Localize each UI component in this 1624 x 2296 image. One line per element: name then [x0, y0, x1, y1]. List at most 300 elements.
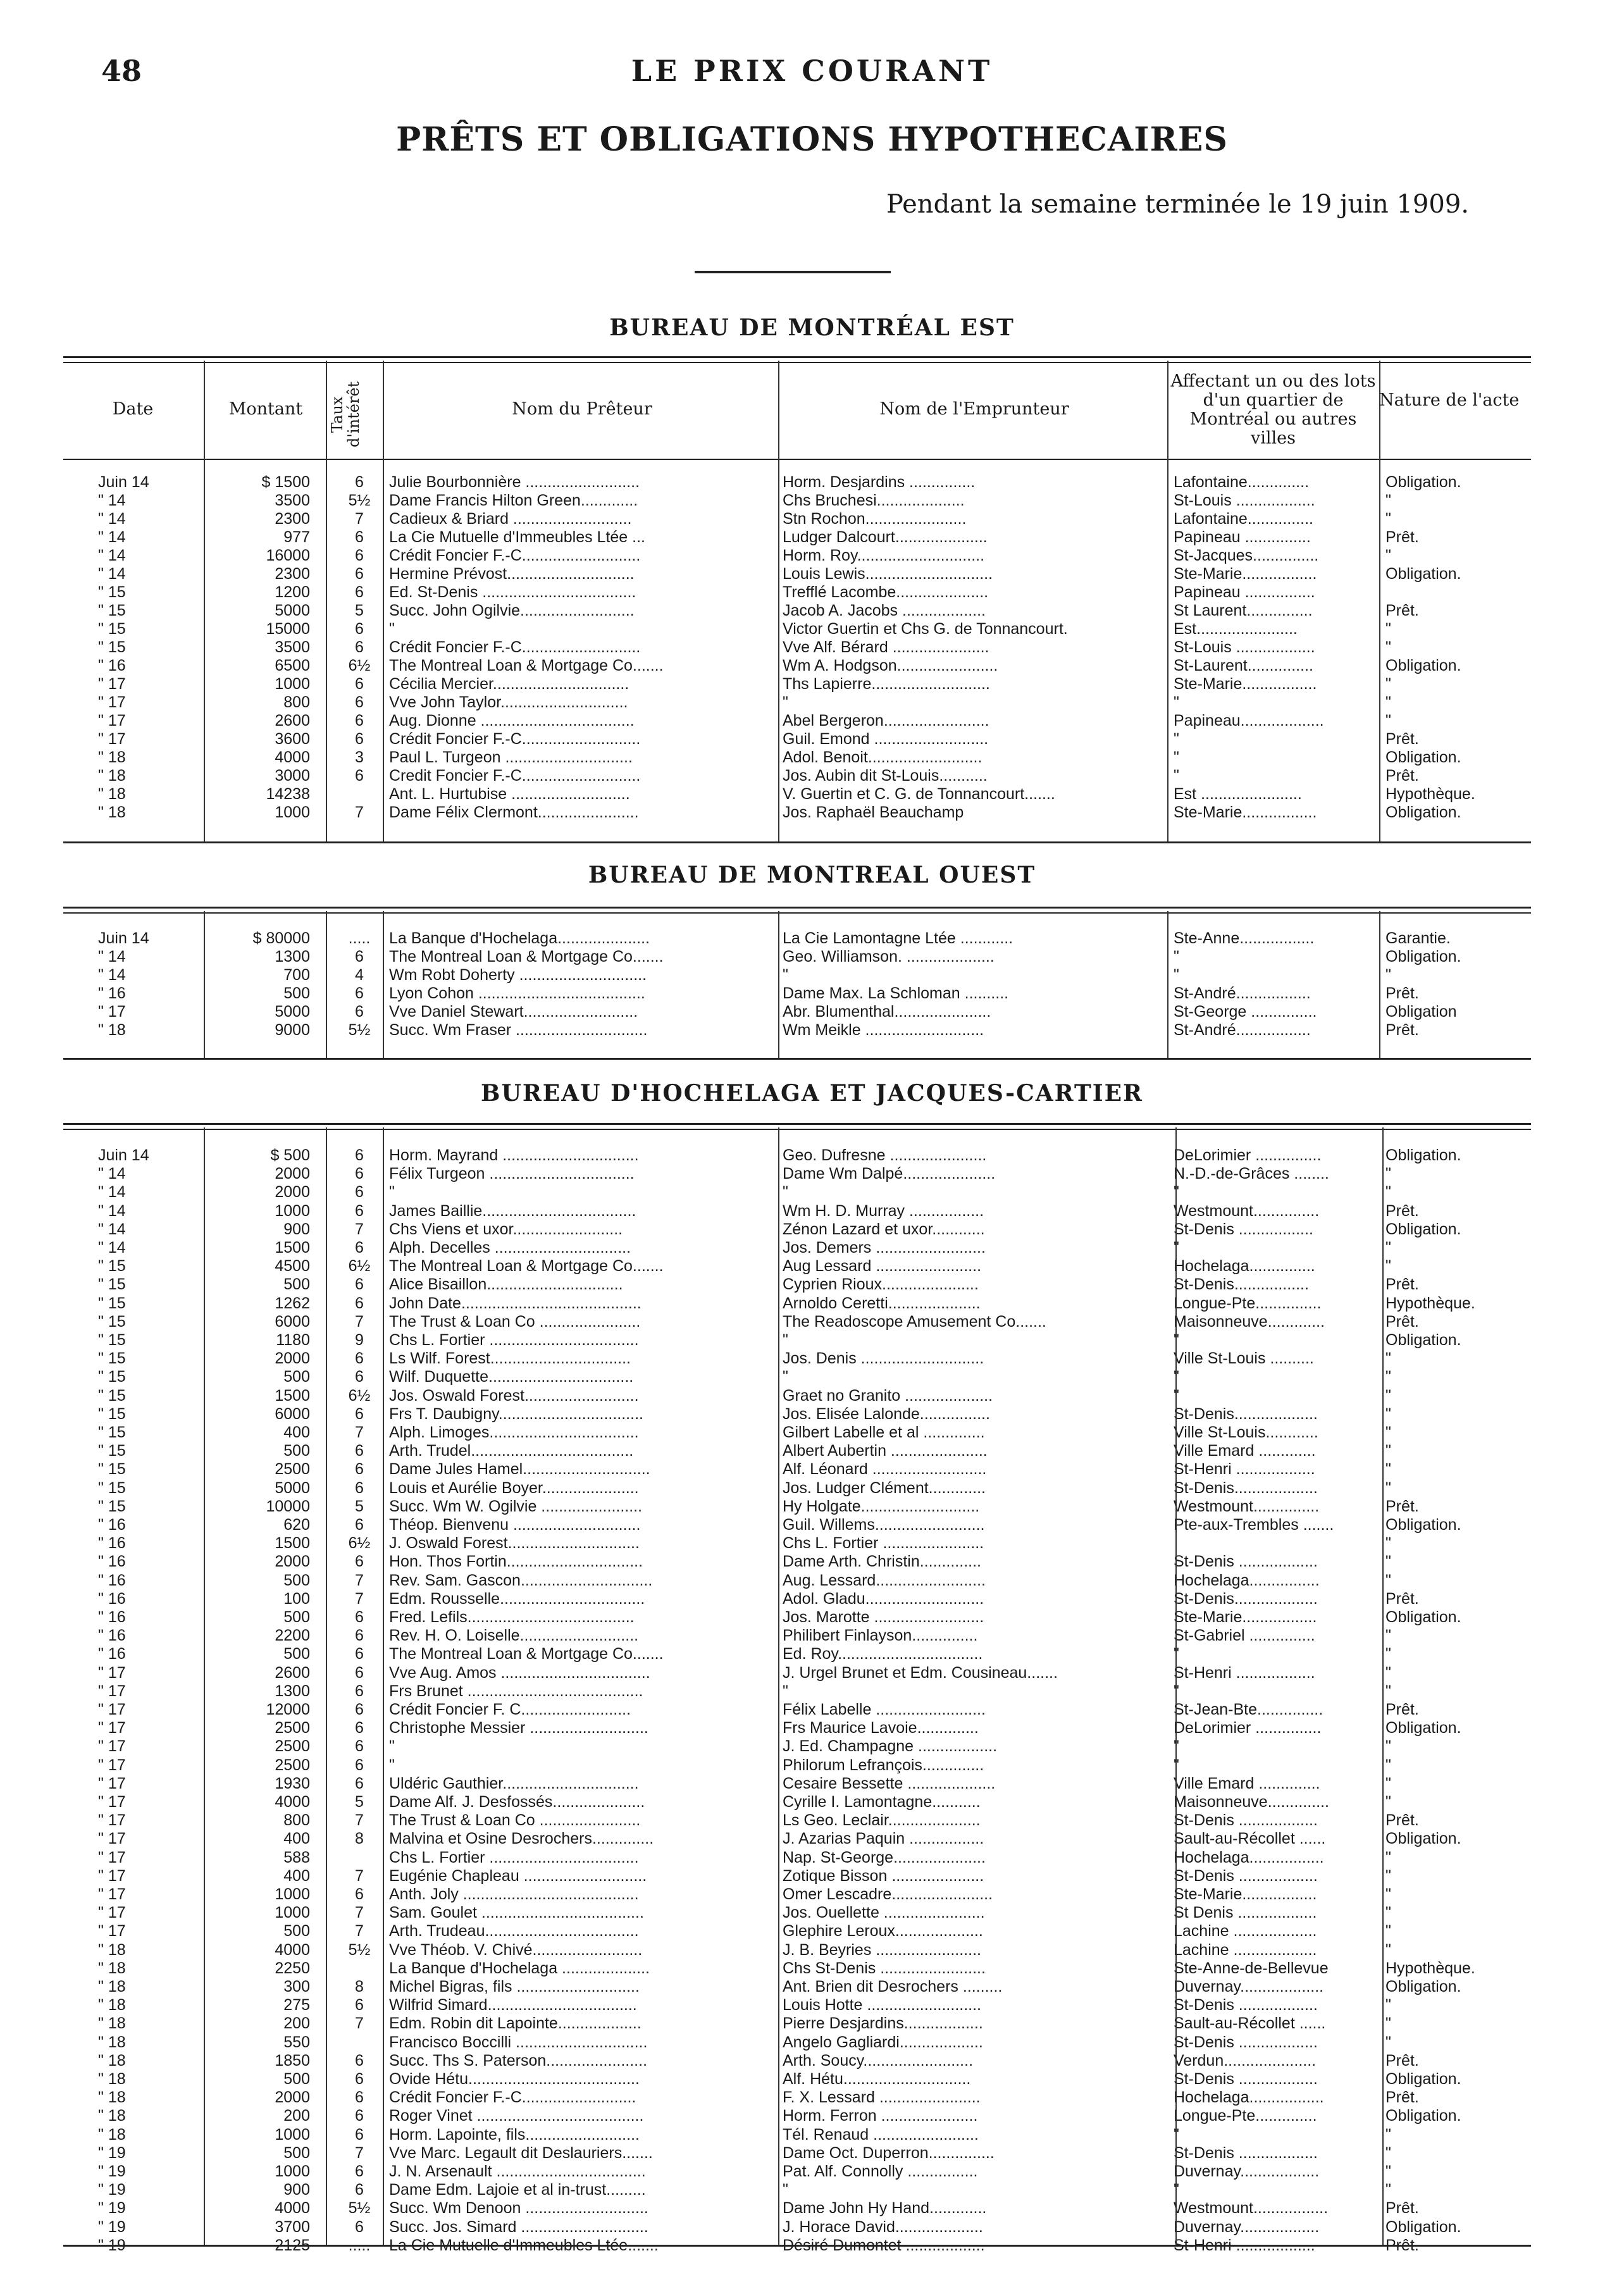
table-row: [0, 1183, 1624, 1201]
date-cell: " 16: [98, 1534, 126, 1553]
section-title-montreal-ouest: BUREAU DE MONTREAL OUEST: [588, 862, 1036, 888]
rate-cell: 6: [355, 1645, 364, 1663]
borrower-cell: Abel Bergeron........................: [783, 712, 989, 729]
amount-cell: 4000: [275, 1793, 310, 1811]
borrower-cell: Pierre Desjardins..................: [783, 2014, 983, 2033]
header-preteur: Nom du Prêteur: [512, 399, 652, 419]
quarter-cell: Westmount...............: [1174, 1201, 1320, 1220]
lender-cell: Crédit Foncier F. C.........................: [389, 1701, 631, 1718]
rate-cell: 5½: [348, 492, 371, 509]
date-cell: " 18: [98, 1940, 126, 1959]
nature-cell: ": [1385, 1386, 1391, 1405]
page-number: 48: [101, 54, 142, 88]
borrower-cell: Dame Wm Dalpé.....................: [783, 1165, 996, 1183]
amount-cell: 4000: [275, 2199, 310, 2218]
date-cell: " 17: [98, 1774, 126, 1792]
column-rule: [204, 1127, 205, 2245]
rate-cell: 6: [355, 2070, 364, 2088]
quarter-cell: St-Denis.................: [1174, 1275, 1309, 1294]
section-end-rule: [63, 841, 1531, 843]
rate-cell: 6: [355, 767, 364, 785]
borrower-cell: F. X. Lessard .......................: [783, 2088, 981, 2107]
date-cell: " 17: [98, 712, 126, 729]
nature-cell: Prêt.: [1385, 730, 1419, 748]
date-cell: " 16: [98, 1553, 126, 1571]
borrower-cell: Adol. Benoit..........................: [783, 748, 982, 766]
date-cell: " 19: [98, 2163, 126, 2180]
table-row: [0, 1959, 1624, 1978]
date-cell: " 15: [98, 1368, 126, 1386]
lender-cell: Julie Bourbonnière ..........................: [389, 473, 640, 491]
lender-cell: The Trust & Loan Co .......................: [389, 1312, 641, 1331]
table-row: [0, 1516, 1624, 1534]
lender-cell: Rev. H. O. Loiselle...........................: [389, 1627, 639, 1645]
rate-cell: 6: [355, 1553, 364, 1571]
rate-cell: 5: [355, 1497, 364, 1515]
amount-cell: 2000: [275, 1553, 310, 1571]
quarter-cell: ": [1174, 693, 1179, 711]
nature-cell: ": [1385, 1350, 1391, 1368]
lender-cell: Alice Bisaillon...............................: [389, 1275, 623, 1294]
rate-cell: 6: [355, 984, 364, 1002]
quarter-cell: St Denis ..................: [1174, 1904, 1317, 1922]
rate-cell: 7: [355, 1922, 364, 1940]
nature-cell: Obligation.: [1385, 1978, 1461, 1995]
date-cell: " 14: [98, 966, 126, 984]
rate-cell: 6½: [348, 1257, 371, 1275]
borrower-cell: Ludger Dalcourt.....................: [783, 528, 988, 546]
lender-cell: Eugénie Chapleau ............................: [389, 1866, 647, 1885]
amount-cell: 1500: [275, 1386, 310, 1405]
borrower-cell: Horm. Ferron ......................: [783, 2107, 978, 2125]
lender-cell: Théop. Bienvenu .............................: [389, 1516, 641, 1534]
table-row: [0, 1479, 1624, 1498]
quarter-cell: St-Denis...................: [1174, 1405, 1318, 1423]
quarter-cell: Lachine ...................: [1174, 1922, 1317, 1940]
column-rule: [1379, 361, 1380, 841]
borrower-cell: ": [783, 1183, 788, 1201]
table-row: [0, 1701, 1624, 1719]
quarter-cell: Ste-Marie.................: [1174, 675, 1317, 693]
quarter-cell: ": [1174, 1682, 1179, 1700]
quarter-cell: St-Henri ..................: [1174, 1663, 1315, 1682]
date-cell: " 17: [98, 1830, 126, 1848]
amount-cell: 500: [283, 2070, 310, 2088]
borrower-cell: Angelo Gagliardi...................: [783, 2033, 983, 2051]
borrower-cell: Philorum Lefrançois..............: [783, 1756, 984, 1774]
quarter-cell: St-Denis ..................: [1174, 1553, 1318, 1571]
borrower-cell: Wm Meikle ...........................: [783, 1021, 984, 1039]
lender-cell: The Trust & Loan Co .......................: [389, 1811, 641, 1830]
amount-cell: $ 80000: [252, 929, 310, 947]
borrower-cell: Horm. Desjardins ...............: [783, 473, 976, 491]
date-cell: " 14: [98, 1201, 126, 1220]
rate-cell: 6: [355, 2181, 364, 2199]
nature-cell: ": [1385, 675, 1391, 693]
borrower-cell: Jos. Marotte .........................: [783, 1608, 984, 1626]
amount-cell: 2600: [275, 1663, 310, 1682]
column-rule: [204, 361, 205, 841]
quarter-cell: ": [1174, 730, 1179, 748]
date-cell: " 15: [98, 1479, 126, 1497]
lender-cell: Frs Brunet ........................................: [389, 1682, 643, 1700]
table-row: [0, 1830, 1624, 1848]
lender-cell: Vve Aug. Amos ..................................: [389, 1663, 650, 1682]
rate-cell: 6: [355, 1885, 364, 1903]
date-cell: " 14: [98, 528, 126, 546]
lender-cell: Uldéric Gauthier...............................: [389, 1774, 639, 1792]
table-row: [0, 1719, 1624, 1737]
amount-cell: 500: [283, 1645, 310, 1663]
lender-cell: Crédit Foncier F.-C...........................: [389, 730, 641, 748]
nature-cell: ": [1385, 638, 1391, 656]
table-row: [0, 1387, 1624, 1405]
quarter-cell: Ste-Marie.................: [1174, 804, 1317, 821]
nature-cell: Hypothèque.: [1385, 1294, 1475, 1312]
lender-cell: Dame Francis Hilton Green.............: [389, 492, 638, 509]
borrower-cell: Abr. Blumenthal......................: [783, 1003, 991, 1021]
rate-cell: 5½: [348, 1021, 371, 1039]
nature-cell: Prêt.: [1385, 2088, 1419, 2107]
table-row: [0, 2126, 1624, 2144]
nature-cell: ": [1385, 1534, 1391, 1553]
rate-cell: 6: [355, 1627, 364, 1645]
quarter-cell: Papineau ................: [1174, 583, 1315, 601]
column-rule: [383, 1127, 384, 2245]
lender-cell: La Banque d'Hochelaga.....................: [389, 929, 650, 947]
amount-cell: 2600: [275, 712, 310, 729]
date-cell: " 17: [98, 1922, 126, 1940]
nature-cell: Obligation.: [1385, 1516, 1461, 1534]
lender-cell: Alph. Limoges..................................: [389, 1424, 639, 1441]
rate-cell: 6: [355, 638, 364, 656]
nature-cell: Obligation.: [1385, 1608, 1461, 1626]
nature-cell: ": [1385, 1405, 1391, 1423]
date-cell: " 18: [98, 2125, 126, 2144]
borrower-cell: Arth. Soucy.........................: [783, 2051, 974, 2070]
column-rule: [1382, 1127, 1384, 2245]
rate-cell: 6: [355, 2163, 364, 2180]
lender-cell: Félix Turgeon .................................: [389, 1165, 635, 1183]
lender-cell: Cadieux & Briard ...........................: [389, 510, 632, 528]
borrower-cell: Dame John Hy Hand.............: [783, 2199, 987, 2218]
date-cell: " 18: [98, 2088, 126, 2107]
amount-cell: 400: [283, 1424, 310, 1441]
nature-cell: ": [1385, 1645, 1391, 1663]
date-cell: " 15: [98, 1275, 126, 1294]
table-row: [0, 1627, 1624, 1645]
table-row: [0, 2144, 1624, 2163]
date-cell: " 18: [98, 2107, 126, 2125]
header-nature: Nature de l'acte: [1379, 390, 1520, 410]
quarter-cell: ": [1174, 1737, 1179, 1756]
nature-cell: ": [1385, 1239, 1391, 1257]
amount-cell: 10000: [266, 1497, 310, 1515]
lender-cell: Wm Robt Doherty .............................: [389, 966, 647, 984]
nature-cell: ": [1385, 492, 1391, 509]
nature-cell: ": [1385, 2125, 1391, 2144]
lender-cell: Crédit Foncier F.-C...........................: [389, 547, 641, 564]
lender-cell: James Baillie...................................: [389, 1201, 636, 1220]
rate-cell: 7: [355, 1866, 364, 1885]
amount-cell: 2125: [275, 2236, 310, 2254]
table-row: [0, 1775, 1624, 1793]
rate-cell: 7: [355, 1811, 364, 1830]
table-row: [0, 1664, 1624, 1682]
rate-cell: 6: [355, 675, 364, 693]
borrower-cell: Horm. Roy.............................: [783, 547, 985, 564]
nature-cell: Prêt.: [1385, 2236, 1419, 2254]
rate-cell: 6: [355, 1003, 364, 1021]
rate-cell: 6: [355, 1350, 364, 1368]
table-row: [0, 2199, 1624, 2218]
lender-cell: Aug. Dionne ...................................: [389, 712, 635, 729]
quarter-cell: St-Denis ..................: [1174, 2070, 1318, 2088]
borrower-cell: Ed. Roy.................................: [783, 1645, 983, 1663]
nature-cell: Prêt.: [1385, 1497, 1419, 1515]
lender-cell: Cécilia Mercier...............................: [389, 675, 629, 693]
amount-cell: 1000: [275, 2163, 310, 2180]
borrower-cell: Omer Lescadre.......................: [783, 1885, 993, 1903]
rate-cell: 6: [355, 1774, 364, 1792]
borrower-cell: ": [783, 693, 788, 711]
borrower-cell: Zénon Lazard et uxor............: [783, 1220, 985, 1238]
borrower-cell: ": [783, 2181, 788, 2199]
lender-cell: Chs Viens et uxor.........................: [389, 1220, 623, 1238]
rate-cell: 6½: [348, 1386, 371, 1405]
nature-cell: ": [1385, 1774, 1391, 1792]
lender-cell: Louis et Aurélie Boyer......................: [389, 1479, 639, 1497]
borrower-cell: Albert Aubertin ......................: [783, 1442, 988, 1460]
quarter-cell: St-Denis...................: [1174, 1589, 1318, 1608]
lender-cell: ": [389, 1183, 395, 1201]
quarter-cell: Duvernay..................: [1174, 2163, 1320, 2180]
nature-cell: Prêt.: [1385, 1589, 1419, 1608]
table-row: [0, 1645, 1624, 1663]
quarter-cell: Hochelaga.................: [1174, 2088, 1324, 2107]
lender-cell: Lyon Cohon ......................................: [389, 984, 645, 1002]
nature-cell: ": [1385, 1257, 1391, 1275]
date-cell: " 14: [98, 948, 126, 965]
borrower-cell: The Readoscope Amusement Co.......: [783, 1312, 1046, 1331]
quarter-cell: St-Denis ..................: [1174, 1811, 1318, 1830]
lender-cell: Wilfrid Simard..................................: [389, 1996, 637, 2014]
borrower-cell: Jos. Aubin dit St-Louis...........: [783, 767, 988, 785]
rate-cell: 4: [355, 966, 364, 984]
borrower-cell: Jos. Denis ............................: [783, 1350, 984, 1368]
amount-cell: 800: [283, 1811, 310, 1830]
amount-cell: 2500: [275, 1719, 310, 1737]
quarter-cell: St-George ...............: [1174, 1003, 1317, 1021]
table-row: [0, 1239, 1624, 1257]
quarter-cell: ": [1174, 1386, 1179, 1405]
rate-cell: 6: [355, 1756, 364, 1774]
borrower-cell: Zotique Bisson .....................: [783, 1866, 984, 1885]
rate-cell: 6: [355, 1701, 364, 1718]
rate-cell: 7: [355, 1312, 364, 1331]
borrower-cell: ": [783, 1368, 788, 1386]
quarter-cell: Ste-Marie.................: [1174, 565, 1317, 583]
lender-cell: Dame Alf. J. Desfossés.....................: [389, 1793, 645, 1811]
lender-cell: Ed. St-Denis ...................................: [389, 583, 636, 601]
rate-cell: 7: [355, 1424, 364, 1441]
quarter-cell: Hochelaga...............: [1174, 1257, 1315, 1275]
section-top-rule: [63, 1123, 1531, 1130]
section-hochelaga-body: [0, 1146, 1624, 2254]
amount-cell: 15000: [266, 620, 310, 638]
amount-cell: 2250: [275, 1959, 310, 1977]
amount-cell: 300: [283, 1978, 310, 1995]
date-cell: " 18: [98, 2051, 126, 2070]
amount-cell: 700: [283, 966, 310, 984]
table-row: [0, 2163, 1624, 2181]
quarter-cell: St-Louis ..................: [1174, 638, 1315, 656]
nature-cell: Obligation.: [1385, 1331, 1461, 1349]
amount-cell: 2500: [275, 1460, 310, 1479]
quarter-cell: Longue-Pte...............: [1174, 1294, 1322, 1312]
quarter-cell: ": [1174, 2125, 1179, 2144]
amount-cell: 2000: [275, 2088, 310, 2107]
lender-cell: Crédit Foncier F.-C..........................: [389, 2088, 636, 2107]
lender-cell: Hon. Thos Fortin...............................: [389, 1553, 643, 1571]
date-cell: " 15: [98, 1257, 126, 1275]
header-date: Date: [112, 399, 154, 419]
amount-cell: 977: [283, 528, 310, 546]
table-row: [0, 2088, 1624, 2107]
lender-cell: Ls Wilf. Forest................................: [389, 1350, 631, 1368]
date-cell: " 18: [98, 1021, 126, 1039]
amount-cell: 3500: [275, 638, 310, 656]
column-rule: [1167, 911, 1168, 1058]
amount-cell: 3700: [275, 2218, 310, 2236]
lender-cell: Dame Jules Hamel.............................: [389, 1460, 650, 1479]
quarter-cell: Lachine ...................: [1174, 1940, 1317, 1959]
rate-cell: 6: [355, 2218, 364, 2236]
date-cell: " 14: [98, 1239, 126, 1257]
borrower-cell: Félix Labelle .........................: [783, 1701, 986, 1718]
borrower-cell: J. Azarias Paquin .................: [783, 1830, 984, 1848]
date-cell: " 17: [98, 1904, 126, 1922]
date-cell: " 19: [98, 2218, 126, 2236]
nature-cell: ": [1385, 510, 1391, 528]
nature-cell: ": [1385, 2163, 1391, 2180]
nature-cell: Obligation.: [1385, 565, 1461, 583]
date-cell: Juin 14: [98, 929, 149, 947]
date-cell: " 18: [98, 2070, 126, 2088]
table-row: [0, 1202, 1624, 1220]
nature-cell: ": [1385, 966, 1391, 984]
rate-cell: 6: [355, 1460, 364, 1479]
nature-cell: ": [1385, 1940, 1391, 1959]
nature-cell: Obligation.: [1385, 1146, 1461, 1164]
date-cell: " 17: [98, 1663, 126, 1682]
rate-cell: 6: [355, 1146, 364, 1164]
date-cell: " 14: [98, 565, 126, 583]
table-row: [0, 1608, 1624, 1627]
amount-cell: 1300: [275, 1682, 310, 1700]
table-row: [0, 1553, 1624, 1571]
quarter-cell: Lafontaine...............: [1174, 510, 1313, 528]
quarter-cell: Ste-Anne-de-Bellevue: [1174, 1959, 1329, 1977]
date-cell: " 17: [98, 1003, 126, 1021]
table-row: [0, 1294, 1624, 1313]
amount-cell: 1000: [275, 1885, 310, 1903]
amount-cell: 1300: [275, 948, 310, 965]
borrower-cell: V. Guertin et C. G. de Tonnancourt.......: [783, 785, 1055, 803]
quarter-cell: St-Denis ..................: [1174, 2144, 1318, 2162]
amount-cell: 1930: [275, 1774, 310, 1792]
nature-cell: ": [1385, 1848, 1391, 1866]
borrower-cell: Alf. Léonard ..........................: [783, 1460, 987, 1479]
borrower-cell: Alf. Hétu.............................: [783, 2070, 971, 2088]
nature-cell: ": [1385, 1553, 1391, 1571]
amount-cell: 800: [283, 693, 310, 711]
amount-cell: 900: [283, 1220, 310, 1238]
borrower-cell: Geo. Williamson. ....................: [783, 948, 995, 965]
date-cell: " 16: [98, 1645, 126, 1663]
table-row: [0, 2218, 1624, 2237]
section-title-hochelaga: BUREAU D'HOCHELAGA ET JACQUES-CARTIER: [481, 1080, 1143, 1107]
lender-cell: Arth. Trudeau...................................: [389, 1922, 639, 1940]
table-row: [0, 1737, 1624, 1756]
amount-cell: 500: [283, 1442, 310, 1460]
nature-cell: Obligation.: [1385, 1220, 1461, 1238]
borrower-cell: Jacob A. Jacobs ...................: [783, 602, 986, 619]
lender-cell: John Date.........................................: [389, 1294, 642, 1312]
lender-cell: Sam. Goulet .....................................: [389, 1904, 644, 1922]
amount-cell: 1500: [275, 1239, 310, 1257]
borrower-cell: Guil. Emond ..........................: [783, 730, 989, 748]
rate-cell: 6: [355, 1183, 364, 1201]
column-rule: [1175, 1127, 1177, 2245]
table-row: [0, 1275, 1624, 1294]
running-head: LE PRIX COURANT: [631, 54, 993, 88]
nature-cell: ": [1385, 1866, 1391, 1885]
lender-cell: Edm. Robin dit Lapointe...................: [389, 2014, 642, 2033]
column-rule: [778, 911, 779, 1058]
nature-cell: Prêt.: [1385, 2199, 1419, 2218]
borrower-cell: Cesaire Bessette ....................: [783, 1774, 996, 1792]
amount-cell: 1000: [275, 1201, 310, 1220]
table-bottom-rule: [63, 2245, 1531, 2247]
borrower-cell: Louis Hotte ..........................: [783, 1996, 982, 2014]
lender-cell: Fred. Lefils......................................: [389, 1608, 635, 1626]
date-cell: " 16: [98, 1571, 126, 1589]
lender-cell: La Cie Mutuelle d'Immeubles Ltée.......: [389, 2236, 659, 2254]
amount-cell: 1000: [275, 2125, 310, 2144]
lender-cell: Horm. Lapointe, fils..........................: [389, 2125, 640, 2144]
nature-cell: Prêt.: [1385, 1021, 1419, 1039]
borrower-cell: Glephire Leroux....................: [783, 1922, 983, 1940]
date-cell: " 15: [98, 1386, 126, 1405]
date-cell: " 17: [98, 1793, 126, 1811]
quarter-cell: ": [1174, 1183, 1179, 1201]
borrower-cell: ": [783, 1331, 788, 1349]
borrower-cell: Geo. Dufresne ......................: [783, 1146, 987, 1164]
amount-cell: 1200: [275, 583, 310, 601]
rate-cell: .....: [348, 2236, 371, 2254]
borrower-cell: Jos. Demers .........................: [783, 1239, 986, 1257]
table-top-rule: [63, 356, 1531, 363]
quarter-cell: Duvernay...................: [1174, 1978, 1324, 1995]
lender-cell: Crédit Foncier F.-C...........................: [389, 638, 641, 656]
header-emprunteur: Nom de l'Emprunteur: [879, 399, 1069, 419]
amount-cell: 1262: [275, 1294, 310, 1312]
date-cell: " 17: [98, 693, 126, 711]
borrower-cell: Graet no Granito ....................: [783, 1386, 993, 1405]
nature-cell: ": [1385, 547, 1391, 564]
date-cell: " 17: [98, 1866, 126, 1885]
